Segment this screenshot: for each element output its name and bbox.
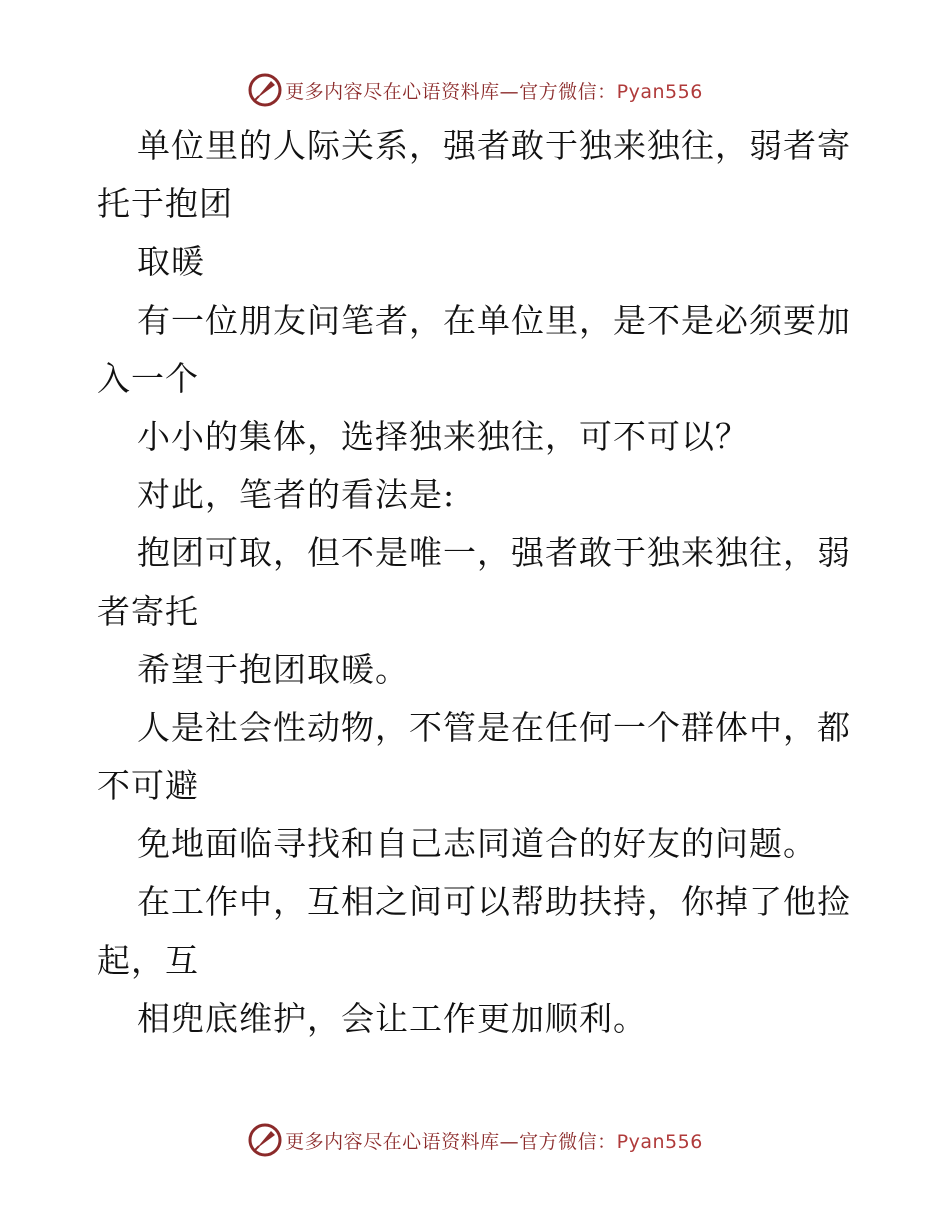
banner-contact: Pyan556	[616, 80, 703, 103]
body-line: 取暖	[137, 242, 205, 282]
banner-text	[285, 77, 703, 104]
body-line: 抱团可取，但不是唯一，强者敢于独来独往，弱	[137, 533, 851, 573]
footer-banner	[0, 1120, 950, 1160]
body-line: 托于抱团	[97, 184, 233, 224]
body-line: 者寄托	[97, 591, 199, 631]
body-line: 免地面临寻找和自己志同道合的好友的问题。	[137, 824, 817, 864]
body-line: 希望于抱团取暖。	[137, 649, 409, 689]
body-line: 小小的集体，选择独来独往，可不可以？	[137, 416, 749, 456]
body-line: 起，互	[97, 940, 199, 980]
body-line: 相兜底维护，会让工作更加顺利。	[137, 998, 647, 1038]
quill-logo-icon	[247, 1122, 283, 1158]
banner-label: 更多内容尽在心语资料库—官方微信：	[285, 80, 617, 103]
body-line: 有一位朋友问笔者，在单位里，是不是必须要加	[137, 300, 851, 340]
banner-label: 更多内容尽在心语资料库—官方微信：	[285, 1130, 617, 1153]
body-line: 对此，笔者的看法是:	[137, 475, 456, 515]
document-body	[97, 117, 857, 1048]
header-banner	[0, 70, 950, 110]
body-line: 人是社会性动物，不管是在任何一个群体中，都	[137, 707, 851, 747]
quill-logo-icon	[247, 72, 283, 108]
body-line: 在工作中，互相之间可以帮助扶持，你掉了他捡	[137, 882, 851, 922]
banner-contact: Pyan556	[616, 1130, 703, 1153]
body-line: 入一个	[97, 358, 199, 398]
banner-text	[285, 1127, 703, 1154]
body-line: 单位里的人际关系，强者敢于独来独往，弱者寄	[137, 126, 851, 165]
body-line: 不可避	[97, 766, 199, 806]
